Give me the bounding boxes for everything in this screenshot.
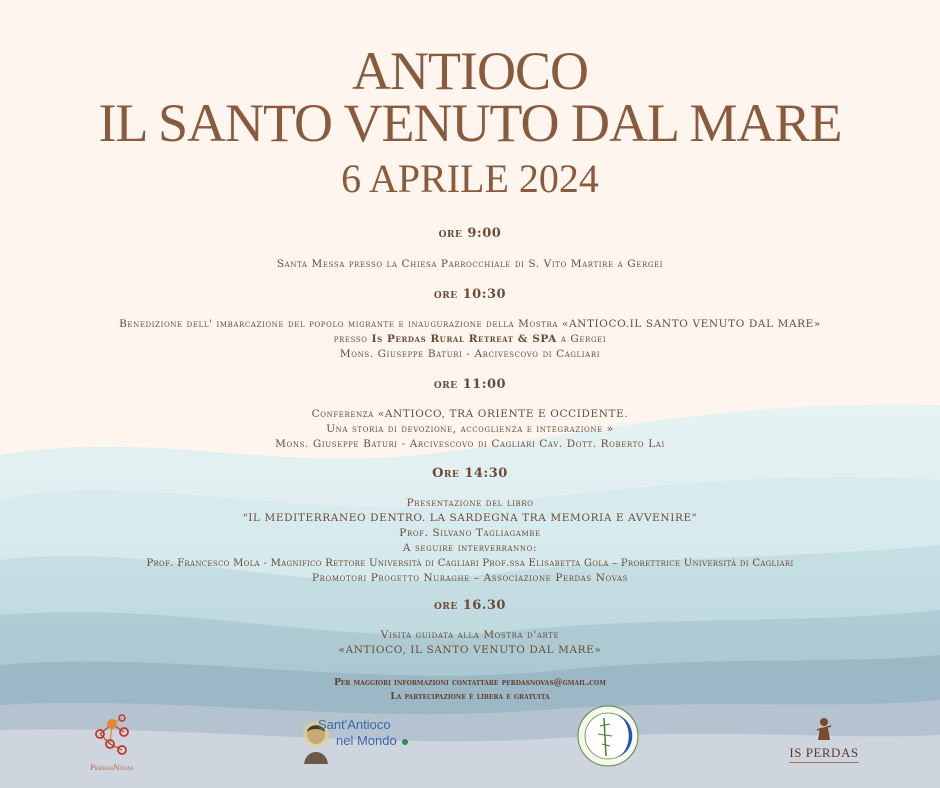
figure-icon bbox=[812, 716, 836, 742]
schedule-text: «ANTIOCO, IL SANTO VENUTO DAL MARE» bbox=[338, 644, 602, 656]
time-0900: ore 9:00 bbox=[438, 226, 502, 241]
schedule-text: Santa Messa presso la Chiesa Parrocchiale di S. Vito Martire a Gergei bbox=[276, 258, 664, 270]
divider bbox=[789, 762, 859, 763]
event-date: 6 APRILE 2024 bbox=[341, 156, 599, 201]
time-1030: ore 10:30 bbox=[433, 287, 507, 302]
time-1430: Ore 14:30 bbox=[432, 466, 508, 481]
schedule-text: Benedizione dell' imbarcazione del popolo migrante e inaugurazione della Mostra «ANTIOCO.IL SANTO VENUTO DAL MARE» bbox=[119, 318, 821, 330]
time-1100: ore 11:00 bbox=[433, 377, 507, 392]
perdas-novas-logo bbox=[82, 710, 142, 770]
venue-name: Is Perdas Rural Retreat & SPA bbox=[371, 333, 557, 345]
globe-icon bbox=[402, 739, 408, 745]
schedule-text: Promotori Progetto Nuraghe – Associazione Perdas Novas bbox=[311, 572, 628, 584]
is-perdas-label: IS PERDAS bbox=[789, 745, 859, 760]
is-perdas-logo bbox=[784, 716, 864, 768]
schedule-text: Una storia di devozione, accoglienza e integrazione » bbox=[326, 423, 614, 435]
nel-mondo-label: nel Mondo bbox=[336, 733, 397, 748]
schedule-text: Visita guidata alla Mostra d'arte bbox=[380, 629, 560, 641]
main-title-line2: IL SANTO VENUTO DAL MARE bbox=[98, 93, 842, 153]
time-1630: ore 16.30 bbox=[434, 598, 506, 613]
schedule-text: a Gergei bbox=[560, 333, 607, 345]
santantioco-logo bbox=[296, 718, 426, 768]
schedule-text: Mons. Giuseppe Baturi - Arcivescovo di Cagliari Cav. Dott. Roberto Lai bbox=[275, 438, 665, 450]
schedule-text: Mons. Giuseppe Baturi - Arcivescovo di Cagliari bbox=[339, 348, 601, 360]
participation-note: La partecipazione è libera e gratuita bbox=[390, 692, 550, 702]
molecule-icon bbox=[82, 710, 142, 758]
perdas-novas-label: PerdasNovas bbox=[90, 764, 134, 772]
schedule-text: "IL MEDITERRANEO DENTRO. LA SARDEGNA TRA MEMORIA E AVVENIRE" bbox=[242, 512, 698, 524]
main-title-line1: ANTIOCO bbox=[352, 41, 588, 101]
seal-icon bbox=[576, 704, 640, 768]
schedule-text: Conferenza «ANTIOCO, TRA ORIENTE E OCCIDENTE. bbox=[311, 408, 629, 420]
schedule-text bbox=[0, 332, 940, 347]
schedule-text: Presentazione del libro bbox=[406, 497, 534, 509]
schedule-text: A seguire interverranno: bbox=[402, 542, 538, 554]
schedule-text: Prof. Silvano Tagliagambe bbox=[399, 527, 541, 539]
association-seal-logo bbox=[576, 704, 640, 768]
schedule-text: Prof. Francesco Mola - Magnifico Rettore Università di Cagliari Prof.ssa Elisabetta Gola – Prorettrice Università di Cagliari bbox=[146, 558, 794, 569]
schedule-text: presso bbox=[333, 333, 368, 345]
santantioco-label: Sant'Antioco bbox=[318, 717, 391, 732]
contact-info: Per maggiori informazioni contattare perdasnovas@gmail.com bbox=[334, 678, 606, 688]
